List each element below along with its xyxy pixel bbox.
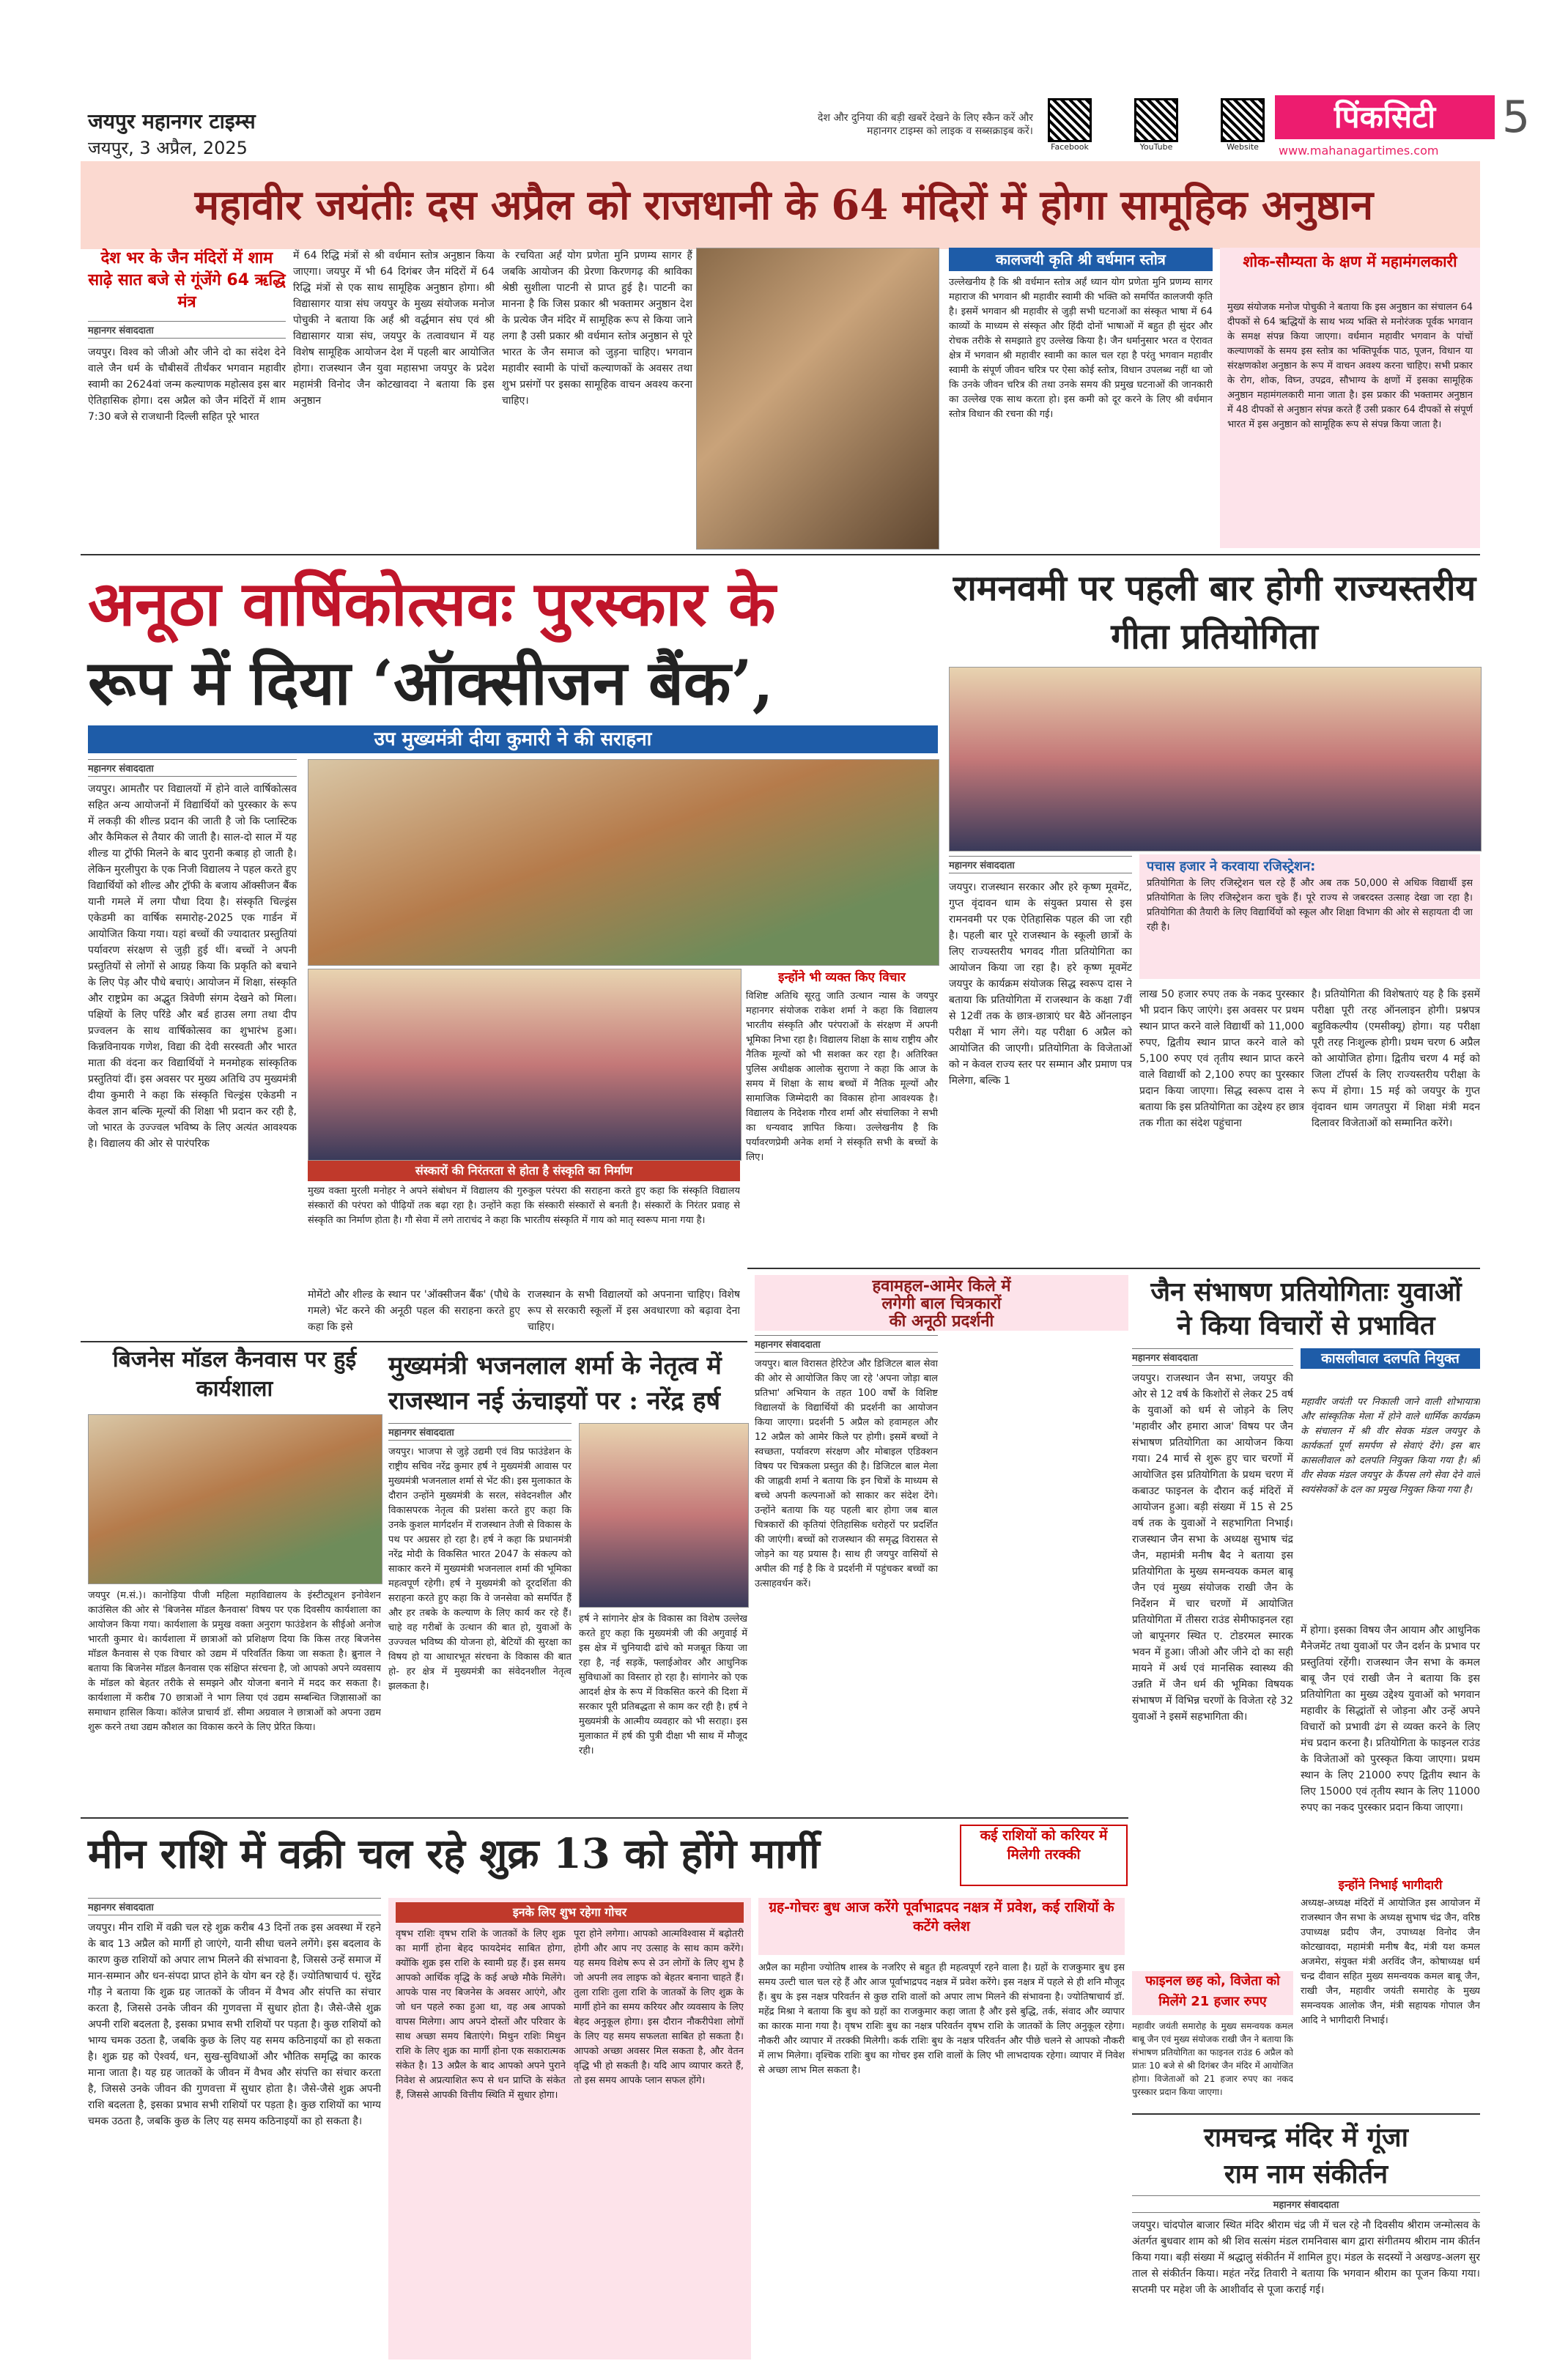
story5-box-head: कासलीवाल दलपति नियुक्त	[1301, 1348, 1480, 1369]
section-divider	[81, 1817, 1128, 1819]
lead-col-3: के रचयिता अर्हं योग प्रणेता मुनि प्रणम्य सागर हैं जबकि आयोजन की प्रेरणा किरणगढ़ की श्राविका श्रेष्ठी सुशीला पाटनी से प्राप्त हुई है। पाटनी का मानना है कि जिस प्रकार श्री भक्तामर अनुष्ठान देश के प्रत्येक जैन मंदिर में सामूहिक रूप से किया जाने लगा है उसी प्रकार श्री वर्धमान स्तोत्र अनुष्ठान से पूरे भारत के जैन समाज को जुड़ना चाहिए। भगवान महावीर स्वामी के पांचों कल्याणकों के अवसर तथा शुभ प्रसंगों पर इसका सामूहिक वाचन अवश्य करना चाहिए।	[502, 250, 692, 407]
story4-headline-line2: लगेगी बाल चित्रकारों	[881, 1295, 1002, 1313]
story4-headline	[755, 1275, 1128, 1331]
story3-col-3: है। प्रतियोगिता की विशेषताएं यह है कि इसमें परीक्षा पूरी तरह ऑनलाइन होगी। प्रश्नपत्र बहुविकल्पीय (एमसीक्यू) होगा। यह परीक्षा पूरी तरह निःशुल्क होगी। प्रथम चरण 6 अप्रैल को आयोजित होगा। द्वितीय चरण 4 मई को जिला टॉपर्स के लिए राज्यस्तरीय परीक्षा के रूप में होगा। 15 मई को जयपुर के गुप्त वृंदावन धाम जगतपुरा में शिक्षा मंत्री मदन दिलावर विजेताओं को सम्मानित करेंगे।	[1312, 988, 1480, 1129]
story5-headline-line1: जैन संभाषण प्रतियोगिताः युवाओं	[1150, 1276, 1462, 1307]
story6-headline: बिजनेस मॉडल कैनवास पर हुई कार्यशाला	[112, 1347, 357, 1402]
qr-codes	[1048, 98, 1265, 152]
story2-headline-line1: अनूठा वार्षिकोत्सवः पुरस्कार के	[88, 567, 776, 640]
section-divider	[747, 1268, 1480, 1269]
story2-caption-text: मुख्य वक्ता मुरली मनोहर ने अपने संबोधन में विद्यालय की गुरुकुल परंपरा की सराहना करते हुए कहा कि संस्कृति विद्यालय संस्कारों की परंपरा को पीढ़ियों तक बढ़ा रहा है। उन्होंने कहा कि संस्कारी संस्कारों से बनती है। संस्कारों के निरंतर प्रवाह से संस्कृति का निर्माण होता है। गौ सेवा में लगे ताराचंद ने कहा कि भारतीय संस्कृति में गाय को मातृ स्वरूप माना गया है।	[308, 1186, 740, 1226]
story5-col-2: में होगा। इसका विषय जैन आयाम और आधुनिक मैनेजमेंट तथा युवाओं पर जैन दर्शन के प्रभाव पर प्रस्तुतियां रहेंगी। राजस्थान जैन सभा के कमल बाबू जैन एवं राखी जैन ने बताया कि इस प्रतियोगिता का मुख्य उद्देश्य युवाओं को भगवान महावीर के सिद्धांतों से जोड़ना और उन्हें अपने विचारों को प्रभावी ढंग से व्यक्त करने के लिए मंच प्रदान करना है। प्रतियोगिता के फाइनल राउंड के विजेताओं को पुरस्कृत किया जाएगा। प्रथम स्थान के लिए 21000 रुपए द्वितीय स्थान के लिए 15000 एवं तृतीय स्थान के लिए 11000 रुपए का नकद पुरस्कार प्रदान किया जाएगा।	[1301, 1625, 1480, 1814]
story8-col-1: जयपुर। मीन राशि में वक्री चल रहे शुक्र करीब 43 दिनों तक इस अवस्था में रहने के बाद 13 अप्रैल को मार्गी हो जाएंगे, यानी सीधा चलने लगेंगे। इस बदलाव के कारण कुछ राशियों को अपार लाभ मिलने की संभावना है, जिससे उन्हें समाज में मान-सम्मान और धन-संपदा प्राप्त होने के योग बन रहे हैं। ज्योतिषाचार्य पं. सुरेंद्र गौड़ ने बताया कि शुक्र ग्रह जातकों के जीवन में वैभव और संपत्ति का संचार करता है, जिससे उनके जीवन की गुणवत्ता में सुधार होता है। जैसे-जैसे शुक्र अपनी राशि बदलता है, इसका प्रभाव सभी राशियों पर पड़ता है। कुछ राशियों को भाग्य चमक उठता है, जबकि कुछ के लिए यह समय कठिनाइयों का हो सकता है। शुक्र ग्रह को ऐश्वर्य, धन, सुख-सुविधाओं और भौतिक समृद्धि का कारक माना जाता है। यह ग्रह जातकों के जीवन में वैभव और संपत्ति का संचार करता है, जिससे उनके जीवन की गुणवत्ता में सुधार होता है। जैसे-जैसे शुक्र अपनी राशि बदलता है, इसका प्रभाव सभी राशियों पर पड़ता है। कुछ राशियों का भाग्य चमक उठता है, जबकि कुछ के लिए यह समय कठिनाइयों का हो सकता है।	[88, 1922, 381, 2127]
story2-bottom-a: मोमेंटो और शील्ड के स्थान पर 'ऑक्सीजन बैंक' (पौधे के गमले) भेंट करने की अनूठी पहल की सराहना करते हुए कहा कि इसे	[308, 1289, 520, 1333]
lead-headline: महावीर जयंतीः दस अप्रैल को राजधानी के 64 मंदिरों में होगा सामूहिक अनुष्ठान	[194, 181, 1374, 229]
story7-headline-line1: मुख्यमंत्री भजनलाल शर्मा के नेतृत्व में	[388, 1351, 722, 1381]
story2-bottom-b: राजस्थान के सभी विद्यालयों को अपनाना चाहिए। विशेष रूप से सरकारी स्कूलों में इस अवधारणा को बढ़ावा देना चाहिए।	[528, 1289, 740, 1333]
story7-photo-meeting	[579, 1423, 749, 1608]
story8-box2-head: ग्रह-गोचरः बुध आज करेंगे पूर्वाभाद्रपद नक्षत्र में प्रवेश, कई राशियों के कटेंगे क्लेश	[758, 1898, 1125, 1955]
story5-sub-text: अध्यक्ष-अध्यक्ष मंदिरों में आयोजित इस आयोजन में राजस्थान जैन सभा के अध्यक्ष सुभाष चंद्र जैन, वरिष्ठ उपाध्यक्ष प्रदीप जैन, उपाध्यक्ष विनोद जैन कोटखावदा, महामंत्री मनीष बैद, मंत्री यश कमल अजमेरा, संयुक्त मंत्री अरविंद जैन, कोषाध्यक्ष धर्म चन्द्र दीवान सहित मुख्य समन्वयक कमल बाबू जैन, राखी जैन, महावीर जयंती समारोह के मुख्य समन्वयक आलोक जैन, मंत्री सहायक गोपाल जैन आदि ने भागीदारी निभाई।	[1301, 1898, 1480, 2026]
story8-box3-text: महावीर जयंती समारोह के मुख्य समन्वयक कमल बाबू जैन एवं मुख्य संयोजक राखी जैन ने बताया कि संभाषण प्रतियोगिता का फाइनल राउंड 6 अप्रैल को प्रातः 10 बजे से श्री दिगंबर जैन मंदिर में आयोजित होगा। विजेताओं को 21 हजार रुपए का नकद पुरस्कार प्रदान किया जाएगा।	[1132, 2021, 1293, 2097]
story3-box-text: प्रतियोगिता के लिए रजिस्ट्रेशन चल रहे हैं और अब तक 50,000 से अधिक विद्यार्थी इस प्रतियोगिता के लिए रजिस्ट्रेशन करा चुके हैं। पूरे राज्य से जबरदस्त उत्साह देखा जा रहा है। प्रतियोगिता की तैयारी के लिए विद्यार्थियों को स्कूल और शिक्षा विभाग की ओर से सहायता दी जा रही है।	[1147, 878, 1473, 933]
paper-name: जयपुर महानगर टाइम्स	[88, 109, 256, 133]
story3-col-2: लाख 50 हजार रुपए तक के नकद पुरस्कार भी प्रदान किए जाएंगे। इस अवसर पर प्रथम स्थान प्राप्त करने वाले विद्यार्थी को 11,000 रुपए, द्वितीय स्थान प्राप्त करने वाले को 5,100 रुपए एवं तृतीय स्थान प्राप्त करने वाले विद्यार्थी को 2,100 रुपए का पुरस्कार प्रदान किया जाएगा। सिद्ध स्वरूप दास ने बताया कि इस प्रतियोगिता का उद्देश्य हर छात्र तक गीता का संदेश पहुंचाना	[1139, 988, 1304, 1129]
story8-byline: महानगर संवाददाता	[88, 1898, 381, 1915]
story7-headline	[388, 1348, 747, 1419]
story2-subhead: इन्होंने भी व्यक्त किए विचार	[778, 970, 906, 985]
story6-photo-workshop	[88, 1414, 382, 1584]
story3-photo-students	[949, 667, 1482, 851]
story5-byline: महानगर संवाददाता	[1132, 1348, 1293, 1366]
story2-photo-stage	[308, 969, 741, 1161]
lead-box2-head: शोक-सौम्यता के क्षण में महामंगलकारी	[1243, 253, 1457, 270]
qr-youtube[interactable]	[1134, 98, 1178, 152]
story9-headline-line2: राम नाम संकीर्तन	[1224, 2159, 1388, 2189]
qr-label-facebook: Facebook	[1051, 142, 1089, 152]
story4-headline-line3: की अनूठी प्रदर्शनी	[889, 1312, 994, 1331]
lead-byline: महानगर संवाददाता	[88, 321, 286, 339]
story5-headline	[1132, 1275, 1480, 1342]
story4-text: जयपुर। बाल विरासत हेरिटेज और डिजिटल बाल सेवा की ओर से आयोजित किए जा रहे 'अपना जोड़ा बाल प्रतिभा' अभियान के तहत 100 वर्षों के विशिष्ट विद्यालयों के विद्यार्थियों की प्रदर्शनी का आयोजन किया जाएगा। प्रदर्शनी 5 अप्रैल को हवामहल और 12 अप्रैल को आमेर किले पर होगी। इसमें बच्चों ने स्वच्छता, पर्यावरण संरक्षण और मोबाइल एडिक्शन विषय पर चित्रकला प्रस्तुत की है। डिजिटल बाल मेला की जाह्नवी शर्मा ने बताया कि इन चित्रों के माध्यम से बच्चे अपनी कल्पनाओं को साकार कर संदेश देंगे। उन्होंने बताया कि यह पहली बार होगा जब बाल चित्रकारों की कृतियां ऐतिहासिक धरोहरों पर प्रदर्शित की जाएंगी। बच्चों को राजस्थान की समृद्ध विरासत से जोड़ने का यह प्रयास है। साथ ही जयपुर वासियों से अपील की गई है कि वे प्रदर्शनी में पहुंचकर बच्चों का उत्साहवर्धन करें।	[755, 1359, 938, 1589]
lead-box2-text: मुख्य संयोजक मनोज पोचुकी ने बताया कि इस अनुष्ठान का संचालन 64 दीपकों से 64 ऋद्धियों के साथ भव्य भक्ति से मनोरंजक पूर्वक भगवान के समक्ष संपन्न किया जाएगा। वर्धमान महावीर भगवान के पांचों कल्याणकों के समय इस स्तोत्र का भक्तिपूर्वक पाठ, पूजन, विधान या संरक्षणकोश अनुष्ठान के रूप में वाचन अवश्य करना चाहिए। सभी प्रकार के रोग, शोक, विघ्न, उपद्रव, सौभाग्य के क्षणों में इसका सामूहिक अनुष्ठान महामंगलकारी माना जाता है। इस प्रकार की भक्तामर अनुष्ठान में 48 दीपकों से अनुष्ठान संपन्न करते हैं उसी प्रकार 64 दीपकों से संपूर्ण भारत में इस अनुष्ठान को सामूहिक रूप से संपन्न किया जाता है।	[1227, 302, 1473, 430]
story4-headline-line1: हवामहल-आमेर किले में	[872, 1277, 1011, 1296]
story8-box2-text: अप्रैल का महीना ज्योतिष शास्त्र के नजरिए से बहुत ही महत्वपूर्ण रहने वाला है। ग्रहों के राजकुमार बुध इस समय उल्टी चाल चल रहे हैं और आज पूर्वाभाद्रपद नक्षत्र में प्रवेश करेंगे। इस नक्षत्र में पहले से ही शनि मौजूद हैं। बुध के इस नक्षत्र परिवर्तन से कुछ राशि वालों को अपार लाभ मिलने की संभावना है। ज्योतिषाचार्य डॉ. महेंद्र मिश्रा ने बताया कि बुध को ग्रहों का राजकुमार कहा जाता है और इसे बुद्धि, तर्क, संवाद और व्यापार का कारक माना गया है। वृषभ राशिः बुध का नक्षत्र परिवर्तन वृषभ राशि के जातकों के लिए अनुकूल रहेगा। नौकरी और व्यापार में तरक्की मिलेगी। कर्क राशिः बुध के नक्षत्र परिवर्तन और पीछे चलने से आपको नौकरी में लाभ मिलेगा। वृश्चिक राशिः बुध का गोचर इस राशि वालों के लिए भी लाभदायक रहेगा। व्यापार में निवेश से अच्छा लाभ मिल सकता है।	[758, 1962, 1125, 2076]
story7-col-1: जयपुर। भाजपा से जुड़े उद्यमी एवं विप्र फाउंडेशन के राष्ट्रीय सचिव नरेंद्र कुमार हर्ष ने मुख्यमंत्री आवास पर मुख्यमंत्री भजनलाल शर्मा से भेंट की। इस मुलाकात के दौरान उन्होंने मुख्यमंत्री के सरल, संवेदनशील और विकासपरक नेतृत्व की प्रशंसा करते हुए कहा कि उनके कुशल मार्गदर्शन में राजस्थान तेजी से विकास के पथ पर अग्रसर हो रहा है। हर्ष ने कहा कि प्रधानमंत्री नरेंद्र मोदी के विकसित भारत 2047 के संकल्प को साकार करने में मुख्यमंत्री भजनलाल शर्मा की भूमिका महत्वपूर्ण रहेगी। हर्ष ने मुख्यमंत्री को दूरदर्शिता की सराहना करते हुए कहा कि वे जनसेवा को समर्पित हैं और हर तबके के कल्याण के लिए कार्य कर रहे हैं। चाहे वह गरीबों के उत्थान की बात हो, युवाओं के उज्ज्वल भविष्य की योजना हो, बेटियों की सुरक्षा का विषय हो या आधारभूत संरचना के विकास की बात हो- हर क्षेत्र में मुख्यमंत्री का संवेदनशील नेतृत्व झलकता है।	[388, 1446, 572, 1692]
story8-headline: मीन राशि में वक्री चल रहे शुक्र 13 को होंगे मार्गी	[88, 1830, 820, 1878]
story5-col-1: जयपुर। राजस्थान जैन सभा, जयपुर की ओर से 12 वर्ष के किशोरों से लेकर 25 वर्ष के युवाओं को धर्म से जोड़ने के लिए 'महावीर और हमारा आज' विषय पर जैन संभाषण प्रतियोगिता का आयोजन किया गया। 24 मार्च से शुरू हुए चार चरणों में आयोजित इस प्रतियोगिता के प्रथम चरण में कबाउट फाइनल के दौरान कई मंदिरों में आयोजन हुआ। बड़ी संख्या में 15 से 25 वर्ष तक के युवाओं ने सहभागिता निभाई। राजस्थान जैन सभा के अध्यक्ष सुभाष चंद्र जैन, महामंत्री मनीष बैद ने बताया इस प्रतियोगिता के मुख्य समन्वयक कमल बाबू जैन एवं मुख्य संयोजक राखी जैन के निर्देशन में चार चरणों में आयोजित प्रतियोगिता में तीसरा राउंड सेमीफाइनल रहा जो बापूनगर स्थित ए. टोडरमल स्मारक भवन में हुआ। जीओ और जीने दो का सही मायने में अर्थ एवं मानसिक स्वास्थ्य की उन्नति में जैन धर्म की भूमिका विषयक संभाषण में विभिन्न चरणों के विजेता रहे 32 युवाओं ने इसमें सहभागिता की।	[1132, 1372, 1293, 1723]
story8-box-col-2: पूरा होने लगेगा। आपको आत्मविश्वास में बढ़ोतरी होगी और आप नए उत्साह के साथ काम करेंगे। यह समय विशेष रूप से उन लोगों के लिए शुभ है जो अपनी लव लाइफ को बेहतर बनाना चाहते हैं। तुला राशिः तुला राशि के जातकों के लिए शुक्र के मार्गी होने का समय करियर और व्यवसाय के लिए बेहद अनुकूल होगा। इस दौरान नौकरीपेशा लोगों के लिए यह समय सफलता साबित हो सकता है। आपको अच्छा अवसर मिल सकता है, और वेतन वृद्धि भी हो सकती है। यदि आप व्यापार करते हैं, तो इस समय आपके प्लान सफल होंगे।	[574, 1929, 744, 2086]
masthead-left	[88, 108, 256, 161]
story8-badge: कई राशियों को करियर में मिलेगी तरक्की	[960, 1825, 1128, 1886]
qr-facebook[interactable]	[1048, 98, 1092, 152]
qr-code-icon	[1048, 98, 1092, 142]
qr-label-youtube: YouTube	[1139, 142, 1173, 152]
story8-box-head: इनके लिए शुभ रहेगा गोचर	[396, 1902, 744, 1923]
story3-box-head: पचास हजार ने करवाया रजिस्ट्रेशन:	[1147, 859, 1316, 874]
section-divider	[81, 554, 1480, 555]
lead-box1-text: उल्लेखनीय है कि श्री वर्धमान स्तोत्र अर्हं ध्यान योग प्रणेता मुनि प्रणम्य सागर महाराज की भगवान श्री महावीर स्वामी की भक्ति को समर्पित कालजयी कृति है। इसमें भगवान श्री महावीर से जुड़ी सभी घटनाओं का संस्कृत भाषा में 64 काव्यों के माध्यम से संस्कृत और हिंदी दोनों भाषाओं में बहुत ही सुंदर और रोचक तरीके से समझाते हुए उल्लेख किया है। जैन धर्मानुसार भरत व ऐरावत क्षेत्र में भगवान श्री महावीर स्वामी का काल चल रहा है परंतु भगवान महावीर स्वामी के संपूर्ण जीवन चरित्र पर ऐसा कोई स्तोत्र, विधान उपलब्ध नहीं था जो कि उनके जीवन चरित्र की तथा उनके समय की प्रमुख घटनाओं की जानकारी का उल्लेख एक साथ करता हो। इस कमी को दूर करने के लिए श्री वर्धमान स्तोत्र विधान की रचना की गई।	[949, 277, 1213, 420]
story9-headline-line1: रामचन्द्र मंदिर में गूंजा	[1204, 2122, 1408, 2153]
story2-photo-caption: संस्कारों की निरंतरता से होता है संस्कृति का निर्माण	[308, 1161, 740, 1181]
story9-text: जयपुर। चांदपोल बाजार स्थित मंदिर श्रीराम चंद्र जी में चल रहे नौ दिवसीय श्रीराम जन्मोत्सव के अंतर्गत बुधवार शाम को श्री शिव सत्संग मंडल रामनिवास बाग द्वारा संगीतमय श्रीराम नाम कीर्तन किया गया। बड़ी संख्या में श्रद्धालु संकीर्तन में शामिल हुए। मंडल के सदस्यों ने अखण्ड-अलग सुर ताल से संकीर्तन किया। महंत नरेंद्र तिवारी ने बताया कि भगवान श्रीराम का पूजन किया गया। सप्तमी पर महेश जी के आशीर्वाद से पूजा कराई गई।	[1132, 2220, 1480, 2296]
story7-headline-line2: राजस्थान नई ऊंचाइयों पर : नरेंद्र हर्ष	[388, 1386, 721, 1416]
story2-col-1: जयपुर। आमतौर पर विद्यालयों में होने वाले वार्षिकोत्सव सहित अन्य आयोजनों में विद्यार्थियों को पुरस्कार के रूप में लकड़ी की शील्ड प्रदान की जाती है जो कि प्लास्टिक और कैमिकल से तैयार की जाती है। साल-दो साल में यह शील्ड या ट्रॉफी मिलने के बाद पुरानी कबाड़ हो जाती है। लेकिन मुरलीपुरा के एक निजी विद्यालय ने पहल करते हुए विद्यार्थियों को शील्ड और ट्रॉफी के बजाय ऑक्सीजन बैंक यानी गमले में लगा पौधा दिया है। संस्कृति चिल्ड्रंस एकेडमी का वार्षिक समारोह-2025 एक गार्डन में आयोजित किया गया। यहां बच्चों की ज्यादातर प्रस्तुतियां पर्यावरण संरक्षण से जुड़ी हुई थीं। बच्चों ने अपनी प्रस्तुतियों से लोगों से आग्रह किया कि प्रकृति को बचाने के लिए पेड़ और पौधे बचाएं। आयोजन में शिक्षा, संस्कृति और राष्ट्रप्रेम का अद्भुत त्रिवेणी संगम देखने को मिला। पक्षियों के लिए परिंडे और बर्ड हाउस लगा तथा दीप प्रज्वलन के साथ वार्षिकोत्सव का शुभारंभ हुआ। किन्नविनायक गणेश, विद्या की देवी सरस्वती और भारत माता की वंदना कर विद्यार्थियों ने मनमोहक सांस्कृतिक प्रस्तुतियां दीं। इस अवसर पर मुख्य अतिथि उप मुख्यमंत्री दीया कुमारी ने कहा कि संस्कृति चिल्ड्रंस एकेडमी न केवल ज्ञान बल्कि मूल्यों की शिक्षा भी प्रदान कर रही है, जो भारत के उज्ज्वल भविष्य के लिए अत्यंत आवश्यक है। विद्यालय की ओर से पारंपरिक	[88, 783, 297, 1150]
story8-box3-head: फाइनल छह को, विजेता को मिलेंगे 21 हजार रुपए	[1132, 1971, 1293, 2015]
story8-box-col-1: वृषभ राशिः वृषभ राशि के जातकों के लिए शुक्र का मार्गी होना बेहद फायदेमंद साबित होगा, क्योंकि शुक्र इस राशि के स्वामी ग्रह हैं। इस समय आपको आर्थिक वृद्धि के कई अच्छे मौके मिलेंगे। आपके पास नए बिजनेस के अवसर आएंगे, और जो धन पहले रुका हुआ था, वह अब आपको वापस मिलेगा। आप अपने दोस्तों और परिवार के साथ अच्छा समय बिताएंगे। मिथुन राशिः मिथुन राशि के लिए शुक्र का मार्गी होना एक सकारात्मक संकेत है। 13 अप्रैल के बाद आपको अपने पुराने निवेश से अप्रत्याशित रूप से धन प्राप्ति के संकेत हैं, जिससे आपकी वित्तीय स्थिति में सुधार होगा।	[396, 1929, 566, 2101]
story2-sub-text: विशिष्ट अतिथि सूरतु जाति उत्थान न्यास के जयपुर महानगर संयोजक राकेश शर्मा ने कहा कि विद्यालय भारतीय संस्कृति और परंपराओं के संरक्षण में अपनी भूमिका निभा रहा है। विद्यालय शिक्षा के साथ राष्ट्रीय और नैतिक मूल्यों को भी सशक्त कर रहा है। अतिरिक्त पुलिस अधीक्षक आलोक सुराणा ने कहा कि आज के समय में शिक्षा के साथ बच्चों में नैतिक मूल्यों और सामाजिक जिम्मेदारी का विकास होना आवश्यक है। विद्यालय के निदेशक गौरव शर्मा और संचालिका ने सभी का धन्यवाद ज्ञापित किया। उल्लेखनीय है कि पर्यावरणप्रेमी अनेक शर्मा ने संस्कृति सभी के बच्चों के लिए।	[746, 991, 938, 1163]
story7-col-2: हर्ष ने सांगानेर क्षेत्र के विकास का विशेष उल्लेख करते हुए कहा कि मुख्यमंत्री जी की अगुवाई में इस क्षेत्र में चुनियादी ढांचे को मजबूत किया जा रहा है, नई सड़कें, फ्लाईओवर और आधुनिक सुविधाओं का विस्तार हो रहा है। सांगानेर को एक आदर्श क्षेत्र के रूप में विकसित करने की दिशा में सरकार पूरी प्रतिबद्धता से काम कर रही है। हर्ष ने मुख्यमंत्री के आत्मीय व्यवहार को भी सराहा। इस मुलाकात में हर्ष की पुत्री दीक्षा भी साथ में मौजूद रही।	[579, 1614, 747, 1756]
date-line: जयपुर, 3 अप्रैल, 2025	[88, 138, 248, 158]
story9-headline	[1132, 2119, 1480, 2192]
story2-photo-children	[308, 759, 939, 966]
story4-byline: महानगर संवाददाता	[755, 1335, 938, 1353]
story9-byline: महानगर संवाददाता	[1132, 2195, 1480, 2213]
story3-byline: महानगर संवाददाता	[949, 856, 1132, 873]
story5-box-text: महावीर जयंती पर निकाली जाने वाली शोभायात्रा और सांस्कृतिक मेला में होने वाले धार्मिक कार्यक्रम के संचालन में श्री वीर सेवक मंडल जयपुर के कार्यकर्ता पूर्ण समर्पण से सेवाएं देंगे। इस बार कासलीवाल को दलपति नियुक्त किया गया है। श्री वीर सेवक मंडल जयपुर के कैंपस लगे सेवा देने वाले स्वयंसेवकों के दल का प्रमुख नियुक्त किया गया है।	[1301, 1397, 1480, 1496]
qr-note: देश और दुनिया की बड़ी खबरें देखने के लिए स्कैन करें और महानगर टाइम्स को लाइक व सब्सक्राइब करें।	[818, 112, 1033, 137]
website-url[interactable]: www.mahanagartimes.com	[1279, 144, 1439, 158]
story2-byline: महानगर संवाददाता	[88, 759, 297, 777]
qr-code-icon	[1221, 98, 1265, 142]
qr-label-website: Website	[1227, 142, 1259, 152]
page-number: 5	[1502, 92, 1531, 143]
lead-kicker: देश भर के जैन मंदिरों में शाम साढ़े सात बजे से गूंजेंगे 64 ऋद्धि मंत्र	[88, 249, 286, 311]
story5-headline-line2: ने किया विचारों से प्रभावित	[1177, 1310, 1435, 1341]
story5-subhead: इन्होंने निभाई भागीदारी	[1338, 1878, 1443, 1893]
lead-col-2: में 64 रिद्धि मंत्रों से श्री वर्धमान स्तोत्र अनुष्ठान किया जाएगा। जयपुर में भी 64 दिगंबर जैन मंदिरों में 64 रिद्धि मंत्रों से एक साथ सामूहिक अनुष्ठान होगा। श्री विद्यासागर यात्रा संघ जयपुर के मुख्य संयोजक मनोज पोचुकी ने बताया कि अर्हं श्री वर्द्धमान संघ एवं श्री विद्यासागर यात्रा संघ, जयपुर के तत्वावधान में यह विशेष सामूहिक आयोजन देश में पहली बार आयोजित होगा। राजस्थान जैन युवा महासभा जयपुर के प्रदेश महामंत्री विनोद जैन कोटखावदा ने बताया कि इस अनुष्ठान	[293, 250, 495, 407]
lead-col-1: जयपुर। विश्व को जीओ और जीने दो का संदेश देने वाले जैन धर्म के चौबीसवें तीर्थंकर भगवान महावीर स्वामी का 2624वां जन्म कल्याणक महोत्सव इस बार ऐतिहासिक होगा। दस अप्रैल को जैन मंदिरों में शाम 7:30 बजे से राजधानी दिल्ली सहित पूरे भारत	[88, 347, 286, 423]
story3-headline: रामनवमी पर पहली बार होगी राज्यस्तरीय गीता प्रतियोगिता	[953, 568, 1476, 657]
qr-website[interactable]	[1221, 98, 1265, 152]
story2-strap: उप मुख्यमंत्री दीया कुमारी ने की सराहना	[88, 725, 938, 753]
story3-col-1: जयपुर। राजस्थान सरकार और हरे कृष्ण मूवमेंट, गुप्त वृंदावन धाम के संयुक्त प्रयास से इस रामनवमी पर एक ऐतिहासिक पहल की जा रही है। पहली बार पूरे राजस्थान के स्कूली छात्रों के लिए राज्यस्तरीय भगवद गीता प्रतियोगिता का आयोजन किया जा रहा है। हरे कृष्ण मूवमेंट जयपुर के कार्यक्रम संयोजक सिद्ध स्वरूप दास ने बताया कि प्रतियोगिता में राजस्थान के कक्षा 7वीं से 12वीं तक के छात्र-छात्राएं घर बैठे ऑनलाइन परीक्षा में भाग लेंगे। यह परीक्षा 6 अप्रैल को आयोजित की जाएगी। प्रतियोगिता के विजेताओं को न केवल राज्य स्तर पर सम्मान और प्रमाण पत्र मिलेगा, बल्कि 1	[949, 882, 1132, 1087]
story2-headline-line2: रूप में दिया ‘ऑक्सीजन बैंक’,	[88, 646, 774, 719]
lead-box1-head: कालजयी कृति श्री वर्धमान स्तोत्र	[949, 248, 1213, 271]
section-divider	[81, 1341, 747, 1342]
section-divider	[1132, 2113, 1480, 2115]
story7-byline: महानगर संवाददाता	[388, 1423, 572, 1441]
story6-text: जयपुर (म.सं.)। कानोड़िया पीजी महिला महाविद्यालय के इंस्टीट्यूशन इनोवेशन काउंसिल की ओर से 'बिजनेस मॉडल कैनवास' विषय पर एक दिवसीय कार्यशाला का आयोजन किया गया। कार्यशाला के प्रमुख वक्ता अनुराग फाउंडेशन के सीईओ अनोज भारती कुमार थे। कार्यशाला में छात्राओं को प्रशिक्षण दिया कि किस तरह बिजनेस मॉडल कैनवास से एक विचार को उद्यम में परिवर्तित किया जा सकता है। ब्रुनाल ने बताया कि बिजनेस मॉडल कैनवास एक संक्षिप्त संरचना है, जो आपको अपने व्यवसाय के मॉडल को बेहतर तरीके से समझने और योजना बनाने में मदद कर सकता है। कार्यशाला में करीब 70 छात्राओं ने भाग लिया एवं उद्यम सम्बन्धित जिज्ञासाओं का समाधान हासिल किया। कॉलेज प्राचार्य डॉ. सीमा अग्रवाल ने छात्राओं को अपना उद्यम शुरू करने तथा उद्यम कौशल का विकास करने के लिए प्रेरित किया।	[88, 1590, 381, 1733]
story2-headline	[88, 564, 938, 722]
qr-code-icon	[1134, 98, 1178, 142]
section-brand: पिंकसिटी	[1275, 95, 1495, 139]
mahavir-statue-photo	[696, 248, 939, 550]
